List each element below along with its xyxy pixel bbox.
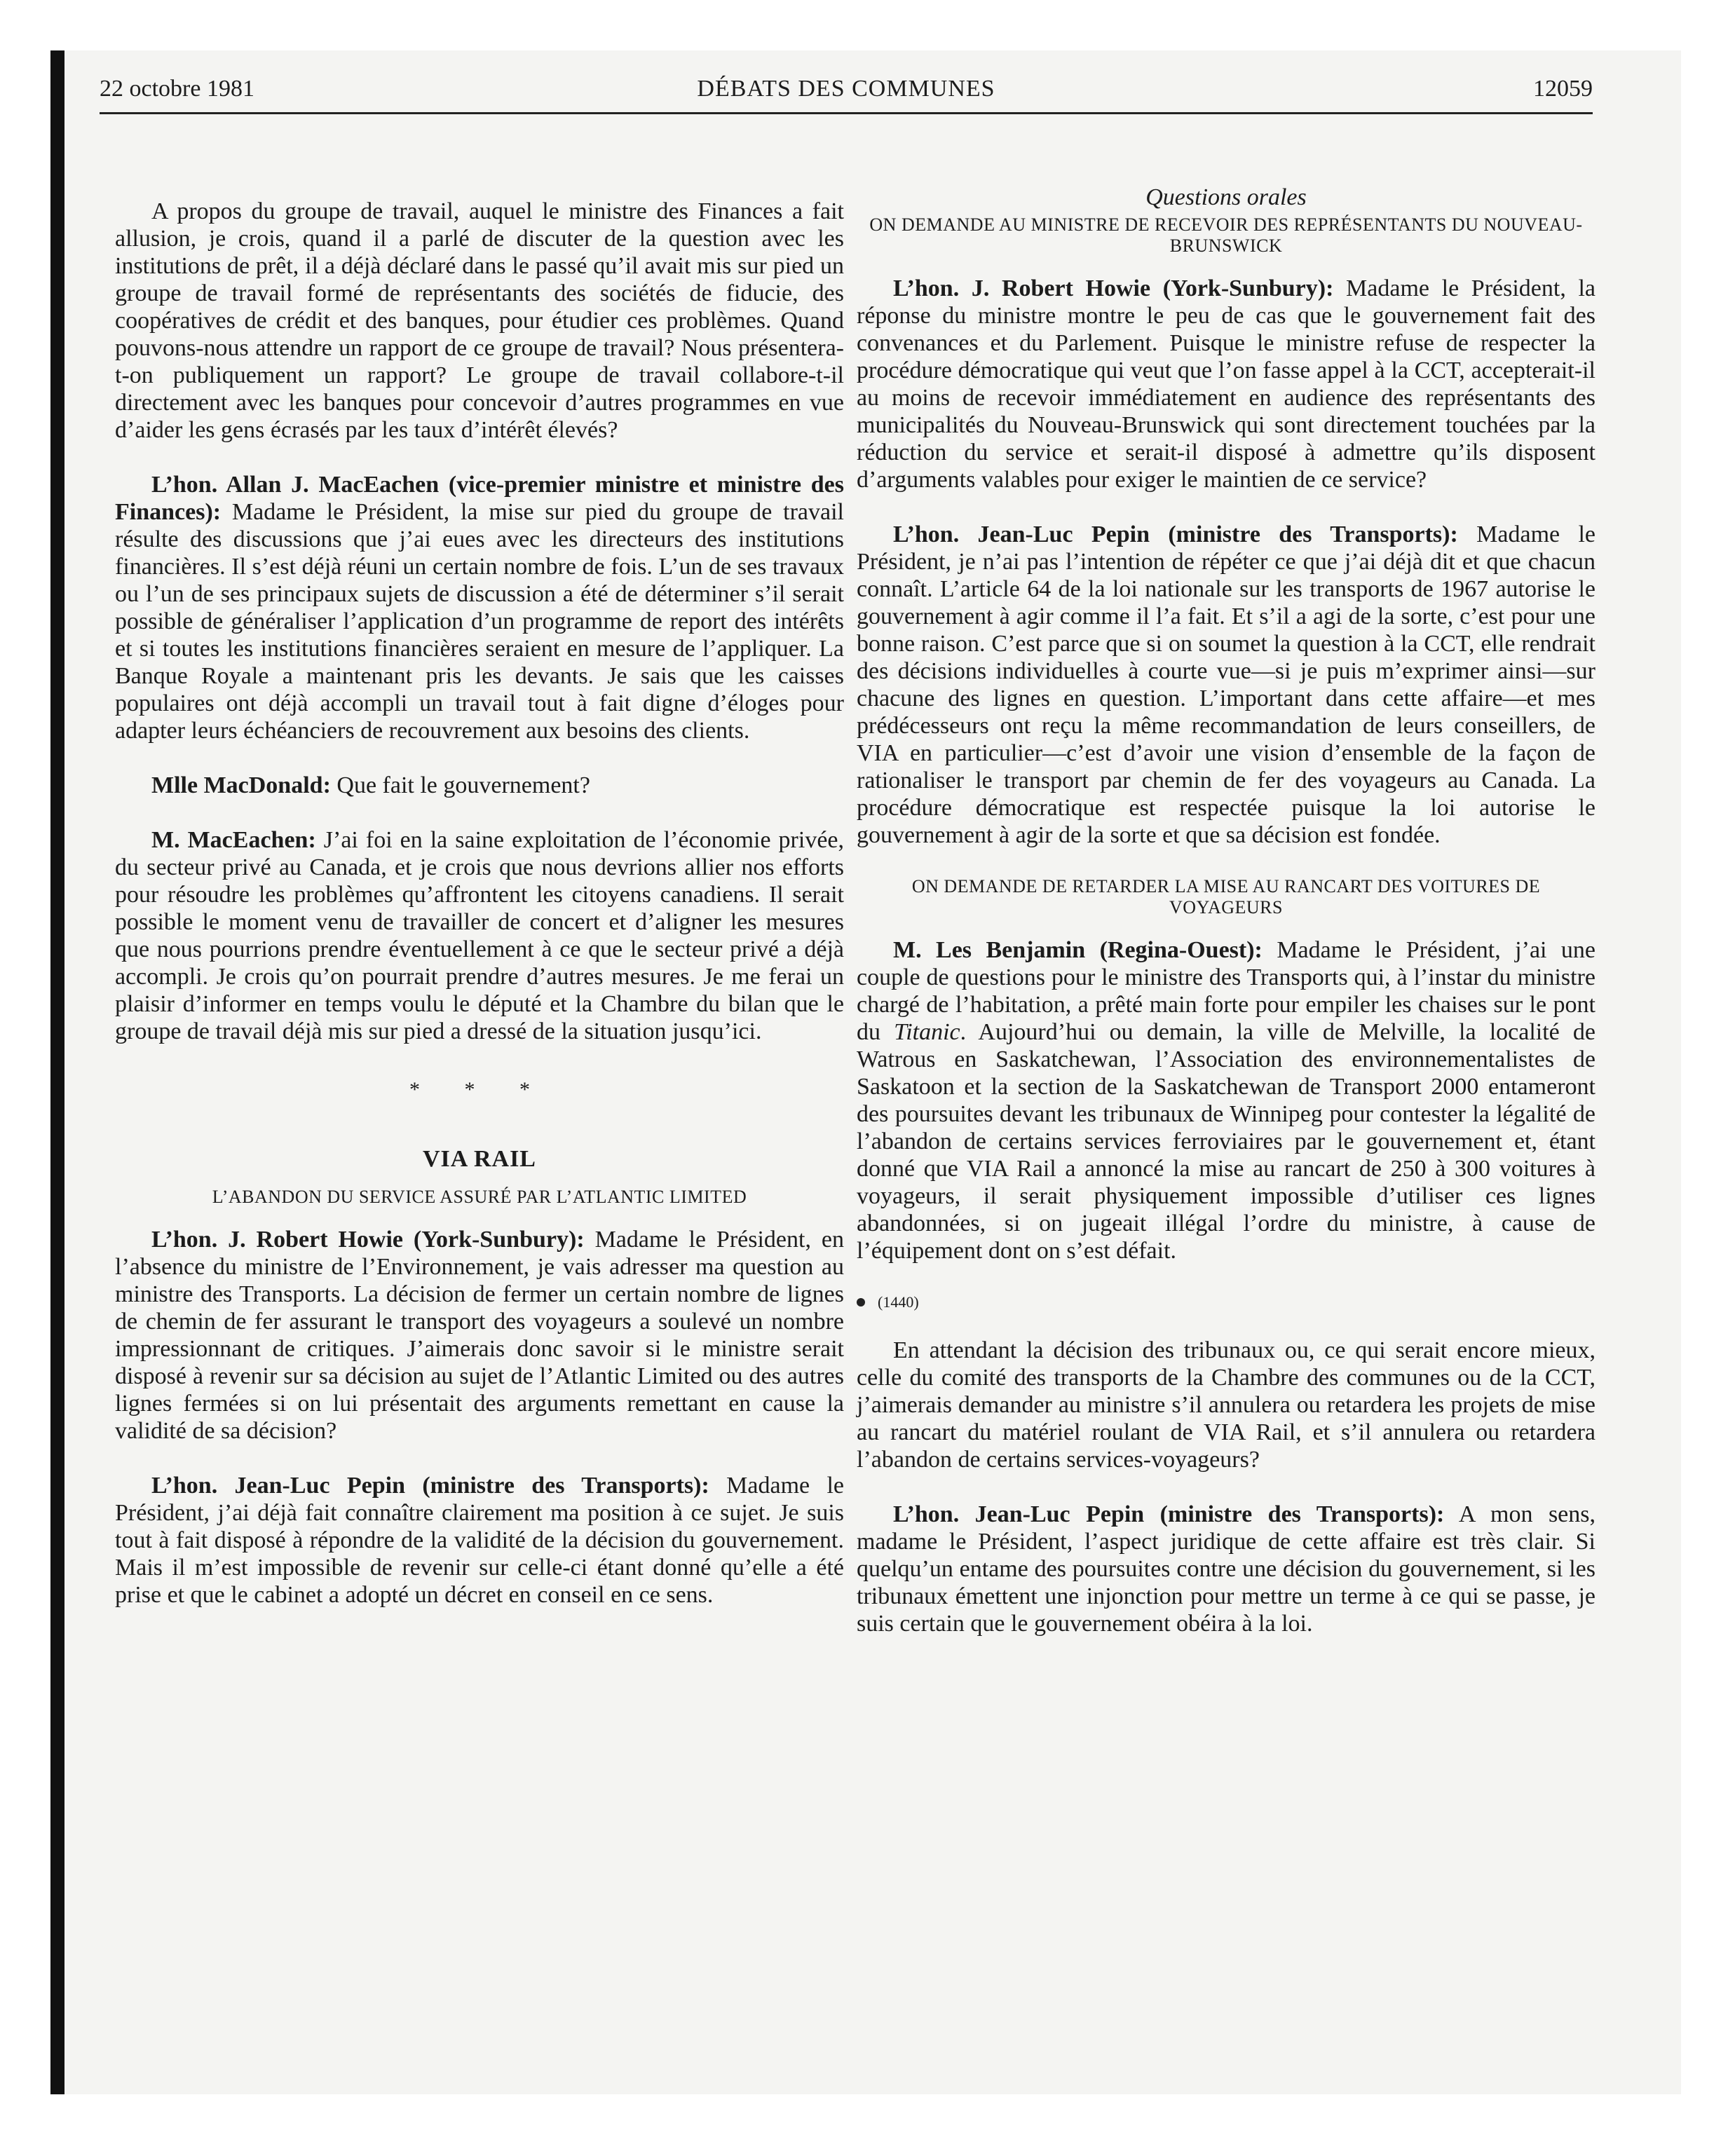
speaker-name: L’hon. J. Robert Howie (York-Sunbury): bbox=[151, 1227, 585, 1253]
speaker-name: L’hon. Jean-Luc Pepin (ministre des Transports): bbox=[151, 1473, 709, 1499]
speaker-name: L’hon. Allan J. MacEachen (vice-premier ministre et ministre des Finances): bbox=[115, 472, 844, 525]
scan-margin bbox=[0, 0, 50, 2156]
paragraph bbox=[115, 471, 844, 744]
running-header bbox=[100, 76, 1593, 112]
paragraph bbox=[115, 772, 844, 799]
paragraph: En attendant la décision des tribunaux ou, ce qui serait encore mieux, celle du comité des transports de la Chambre des communes ou de la CCT, j’aimerais demander au ministre s’il annulera ou retardera les projets de mise au rancart du matériel roulant de VIA Rail, et s’il annulera ou retardera l’abandon de certains services-voyageurs? bbox=[857, 1337, 1595, 1473]
speaker-name: L’hon. Jean-Luc Pepin (ministre des Transports): bbox=[893, 1501, 1445, 1527]
speaker-name: L’hon. Jean-Luc Pepin (ministre des Transports): bbox=[893, 521, 1458, 547]
speech-text: Madame le Président, la réponse du ministre montre le peu de cas que le gouvernement fait des convenances et du Parlement. Puisque le ministre refuse de respecter la procédure démocratique qui veut que l’on fasse appel à la CCT, accepterait-il au moins de recevoir immédiatement en audience des représentants des municipalités du Nouveau-Brunswick qui sont directement touchées par la réduction du service et serait-il disposé à admettre qu’ils disposent d’arguments valables pour exiger le maintien de ce service? bbox=[857, 275, 1595, 493]
right-column bbox=[857, 184, 1595, 1665]
speaker-name: Mlle MacDonald: bbox=[151, 772, 331, 798]
subheading: ON DEMANDE AU MINISTRE DE RECEVOIR DES REPRÉSENTANTS DU NOUVEAU-BRUNSWICK bbox=[869, 214, 1583, 256]
speech-text: Madame le Président, je n’ai pas l’intention de répéter ce que j’ai déjà dit et que chacun connaît. L’article 64 de la loi nationale sur les transports de 1967 autorise le gouvernement à agir comme il l’a fait. Et s’il a agi de la sorte, c’est pour une bonne raison. C’est parce que si on soumet la question à la CCT, elle rendrait des décisions individuelles à courte vue—si je puis m’exprimer ainsi—sur chacune des lignes en question. L’important dans cette affaire—et mes prédécesseurs ont reçu la même recommandation de leurs conseillers, de VIA en particulier—c’est d’avoir une vision d’ensemble de la façon de rationaliser le transport par chemin de fer des voyageurs au Canada. La procédure démocratique est respectée puisque la loi autorise le gouvernement à agir de la sorte et que sa décision est fondée. bbox=[857, 521, 1595, 848]
paragraph bbox=[115, 1226, 844, 1445]
bullet-icon bbox=[857, 1298, 865, 1306]
paragraph bbox=[115, 826, 844, 1045]
speech-text: Madame le Président, j’ai une couple de questions pour le ministre des Transports qui, à l’instar du ministre chargé de l’habitation, a prêté main forte pour empiler les chaises sur le pont du bbox=[857, 937, 1596, 1045]
speaker-name: M. MacEachen: bbox=[151, 827, 316, 853]
italic-ship-name: Titanic bbox=[894, 1019, 960, 1045]
paragraph bbox=[857, 521, 1595, 849]
section-separator: * * * bbox=[409, 1078, 550, 1101]
subheading: L’ABANDON DU SERVICE ASSURÉ PAR L’ATLANTIC LIMITED bbox=[212, 1187, 747, 1207]
speech-text: J’ai foi en la saine exploitation de l’économie privée, du secteur privé au Canada, et je crois que nous devrions allier nos efforts pour résoudre les problèmes qu’affrontent les citoyens canadiens. Il serait possible le moment venu de travailler de concert et d’aligner les mesures que nous pourrions prendre éventuellement à ce que le secteur privé a déjà accompli. Je crois qu’on pourrait prendre d’autres mesures. Je me ferai un plaisir d’informer en temps voulu le député et la Chambre du bilan que le groupe de travail déjà mis sur pied a dressé de la situation jusqu’ici. bbox=[115, 827, 845, 1044]
speech-text: Madame le Président, en l’absence du ministre de l’Environnement, je vais adresser ma question au ministre des Transports. La décision de fermer un certain nombre de lignes de chemin de fer assurant le transport des voyageurs a soulevé un nombre impressionnant de critiques. J’aimerais donc savoir si le ministre serait disposé à revenir sur sa décision au sujet de l’Atlantic Limited ou des autres lignes fermées si on lui présentait des arguments remettant en cause la validité de sa décision? bbox=[115, 1227, 844, 1444]
header-title: DÉBATS DES COMMUNES bbox=[697, 76, 995, 102]
paragraph bbox=[857, 936, 1595, 1264]
speech-text: A mon sens, madame le Président, l’aspect juridique de cette affaire est très clair. Si quelqu’un entame des poursuites contre une décision du gouvernement, si les tribunaux émettent une injonction pour mettre un terme à ce qui se passe, je suis certain que le gouvernement obéira à la loi. bbox=[857, 1501, 1595, 1637]
speaker-name: M. Les Benjamin (Regina-Ouest): bbox=[893, 937, 1263, 963]
speech-text: . Aujourd’hui ou demain, la ville de Melville, la localité de Watrous en Saskatchewan, l’Association des environnementalistes de Saskatoon et la section de la Saskatchewan de Transport 2000 entameront des poursuites devant les tribunaux de Winnipeg pour contester la légalité de l’abandon de certains services ferroviaires par le gouvernement et, étant donné que VIA Rail a annoncé la mise au rancart de 250 à 300 voitures à voyageurs, il serait physiquement impossible d’utiliser ces lignes abandonnées, si on jugeait illégal l’ordre du ministre, à cause de l’équipement dont on s’est défait. bbox=[857, 1019, 1596, 1264]
paragraph bbox=[857, 1501, 1595, 1637]
speech-text: Madame le Président, la mise sur pied du groupe de travail résulte des discussions que j’ai eues avec les directeurs des institutions financières. Il s’est déjà réuni un certain nombre de fois. L’un de ses travaux ou l’un de ses principaux sujets de discussion a été de déterminer s’il serait possible de généraliser l’application d’un programme de report des intérêts et si toutes les institutions financières seraient en mesure de l’appliquer. La Banque Royale a maintenant pris les devants. Je sais que les caisses populaires ont déjà accompli un travail tout à fait digne d’éloges pour adapter leurs échéanciers de recouvrement aux besoins des clients. bbox=[115, 499, 844, 744]
paragraph: A propos du groupe de travail, auquel le ministre des Finances a fait allusion, je crois, quand il a parlé de discuter de la question avec les institutions de prêt, il a déjà déclaré dans le passé qu’il avait mis sur pied un groupe de travail formé de représentants des sociétés de fiducie, des coopératives de crédit et des banques, pour étudier ces problèmes. Quand pouvons-nous attendre un rapport de ce groupe de travail? Nous présentera-t-on publiquement un rapport? Le groupe de travail collabore-t-il directement avec les banques pour concevoir d’autres programmes en vue d’aider les gens écrasés par les taux d’intérêt élevés? bbox=[115, 198, 844, 443]
timestamp-marker bbox=[857, 1292, 1595, 1313]
scan-binding-edge bbox=[50, 50, 64, 2094]
section-title: Questions orales bbox=[1145, 184, 1307, 210]
paragraph bbox=[857, 275, 1595, 493]
timestamp-text: (1440) bbox=[878, 1293, 919, 1311]
section-title: VIA RAIL bbox=[423, 1146, 536, 1172]
left-column bbox=[115, 198, 844, 1636]
speech-text: Madame le Président, j’ai déjà fait connaître clairement ma position à ce sujet. Je suis tout à fait disposé à répondre de la validité de la décision du gouvernement. Mais il m’est impossible de revenir sur celle-ci étant donné qu’elle a été prise et que le cabinet a adopté un décret en conseil en ce sens. bbox=[115, 1473, 844, 1608]
subheading: ON DEMANDE DE RETARDER LA MISE AU RANCART DES VOITURES DE VOYAGEURS bbox=[911, 876, 1541, 917]
speech-text: Que fait le gouvernement? bbox=[330, 772, 590, 798]
header-rule bbox=[100, 112, 1593, 114]
header-date: 22 octobre 1981 bbox=[100, 76, 254, 102]
header-page-number: 12059 bbox=[1533, 76, 1593, 102]
paragraph bbox=[115, 1472, 844, 1609]
speaker-name: L’hon. J. Robert Howie (York-Sunbury): bbox=[893, 275, 1334, 301]
